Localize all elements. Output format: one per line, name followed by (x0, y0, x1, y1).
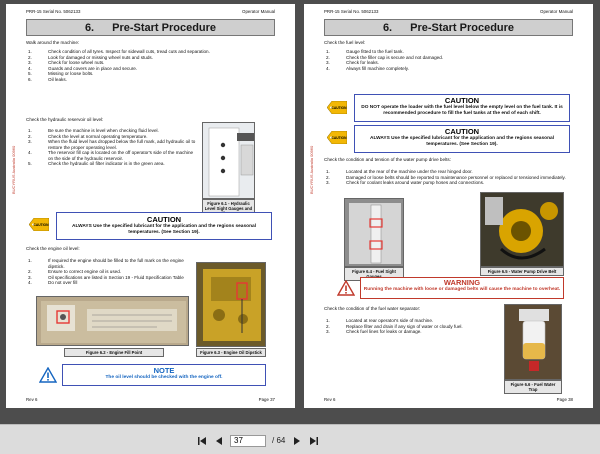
warning-title: WARNING (443, 278, 481, 287)
caution-title: CAUTION (444, 96, 480, 105)
engine-fill-photo (36, 296, 189, 346)
list-item: 4. Do not over fill (28, 280, 78, 285)
svg-text:CAUTION: CAUTION (331, 136, 347, 140)
list-item: 2. Ensure to correct engine oil is used. (28, 269, 122, 274)
fuel-water-trap-photo (504, 304, 562, 380)
walk-around-intro: Walk around the machine: (26, 40, 80, 45)
engine-dipstick-image (197, 263, 266, 347)
warning-text: Running the machine with loose or damaged belts will cause the machine to overheat. (363, 287, 561, 292)
side-watermark: BUCYRUS Australia 00960 (11, 145, 16, 194)
separator-list (324, 318, 469, 335)
page-header (26, 9, 275, 17)
page-footer (324, 397, 573, 402)
walk-around-list (26, 49, 271, 82)
section-title: Pre-Start Procedure (410, 21, 515, 34)
engine-oil-intro: Check the engine oil level: (26, 246, 80, 251)
water-pump-belt-image (481, 193, 564, 267)
caution-tag-icon (29, 218, 49, 231)
list-item: 2. Replace filter and drain if any sign of water or cloudy fuel. (326, 323, 463, 329)
first-page-icon[interactable] (196, 435, 207, 446)
list-item: 4. The reservoir fill cap is located on the off operator's side of the machine on the side of the hydraulic reservoir. (28, 150, 194, 161)
prev-page-icon[interactable] (213, 435, 224, 446)
page-footer (26, 397, 275, 402)
page-navigation-toolbar (0, 424, 600, 454)
footer-left: Rev 6 (324, 397, 336, 402)
belt-intro: Check the condition and tension of the water pump drive belts: (324, 157, 451, 162)
caution-tag-icon (327, 131, 347, 144)
note-text: The oil level should be checked with the engine off. (105, 375, 223, 380)
side-watermark: BUCYRUS Australia 00960 (309, 145, 314, 194)
section-title: Pre-Start Procedure (112, 21, 217, 34)
caution-text: DO NOT operate the loader with the fuel level below the empty level on the fuel tank. It is recommended procedure to fill the fuel tanks at the end of each shift. (361, 105, 563, 116)
current-page-input[interactable]: 37 (230, 435, 266, 447)
list-item: 5. Check the hydraulic oil filter indicator is in the green area. (28, 161, 165, 166)
page-header (324, 9, 573, 17)
list-item: 1. Check condition of all tyres. Inspect for sidewall cuts, tread cuts and separation. (28, 49, 210, 54)
header-left: PRR-15 Serial No. 5062133 (324, 9, 379, 14)
header-right: Operator Manual (242, 9, 275, 14)
list-item: 2. Look for damaged or missing wheel nuts and studs. (28, 54, 153, 60)
list-item: 5. Missing or loose bolts. (28, 71, 94, 76)
engine-dipstick-photo (196, 262, 266, 347)
list-item: 3. When the fluid level has dropped below the full mark, add hydraulic oil to restore the proper operating level. (28, 139, 196, 150)
engine-oil-list (26, 258, 191, 286)
belt-list (324, 169, 569, 186)
note-warning-icon (39, 367, 57, 383)
note-box (62, 364, 266, 386)
fuel-intro: Check the fuel level: (324, 40, 366, 45)
page-38 (304, 4, 593, 408)
figure-6-3-caption: Figure 6.3 - Engine Oil Dipstick (196, 348, 266, 357)
list-item: 6. Oil leaks. (28, 76, 67, 82)
list-item: 4. Always fill machine completely. (326, 65, 409, 71)
warning-box (360, 277, 564, 299)
list-item: 3. Check for loose wheel nuts. (28, 60, 105, 65)
section-title-bar (26, 19, 275, 36)
svg-text:CAUTION: CAUTION (331, 106, 347, 110)
caution-box-lubricant (354, 125, 570, 153)
caution-text: ALWAYS Use the specified lubricant for the application and the regions seasonal temperatures. (See Section 19). (369, 136, 554, 147)
engine-fill-image (37, 297, 189, 346)
figure-6-1-caption: Figure 6.1 - Hydraulic Level Sight Gauges and (202, 199, 255, 218)
warning-triangle-icon (337, 280, 355, 296)
caution-box (56, 212, 272, 240)
footer-right: Page 37 (258, 397, 275, 402)
fuel-list (324, 49, 569, 71)
page-nav-group (196, 434, 319, 447)
water-pump-belt-photo (480, 192, 564, 267)
total-pages: / 64 (272, 436, 286, 445)
caution-title: CAUTION (444, 127, 480, 136)
svg-text:CAUTION: CAUTION (33, 223, 49, 227)
list-item: 1. Located at rear operator's side of machine. (326, 318, 434, 323)
list-item: 1. Gauge fitted to the fuel tank. (326, 49, 404, 54)
list-item: 1. Be sure the machine is level when checking fluid level. (28, 128, 159, 133)
footer-left: Rev 6 (26, 397, 38, 402)
fuel-sight-gauge-image (345, 199, 404, 267)
hydraulic-intro: Check the hydraulic reservoir oil level: (26, 117, 104, 122)
caution-box-fuel (354, 94, 570, 122)
header-left: PRR-15 Serial No. 5062133 (26, 9, 81, 14)
list-item: 2. Check the filler cap is secure and not damaged. (326, 54, 444, 60)
list-item: 4. Guards and covers are in place and secure. (28, 65, 138, 71)
list-item: 2. Check the level at normal operating temperature. (28, 133, 148, 139)
hydraulic-gauge-image (203, 123, 255, 199)
list-item: 3. Check for leaks. (326, 60, 379, 65)
list-item: 1. Located at the rear of the machine under the rear hinged door. (326, 169, 473, 174)
page-37 (6, 4, 295, 408)
list-item: 3. Check for coolant leaks around water pump hoses and connections. (326, 180, 485, 185)
fuel-water-trap-image (505, 305, 562, 380)
caution-tag-icon (327, 101, 347, 114)
caution-title: CAUTION (146, 215, 182, 224)
last-page-icon[interactable] (308, 435, 319, 446)
list-item: 3. Check fuel lines for leaks or damage. (326, 329, 422, 334)
footer-right: Page 38 (556, 397, 573, 402)
figure-6-4-caption: Figure 6.4 - Fuel Sight (344, 267, 404, 281)
header-right: Operator Manual (540, 9, 573, 14)
note-title: NOTE (153, 366, 175, 375)
list-item: 1. If required the engine should be filled to the full mark on the engine dipstick. (28, 258, 184, 269)
hydraulic-list (26, 128, 198, 167)
list-item: 3. Oil specifications are listed in Section 19 - Fluid Specification Table (28, 274, 184, 280)
section-number: 6. (382, 21, 393, 34)
section-number: 6. (84, 21, 95, 34)
figure-6-2-caption: Figure 6.2 - Engine Fill Point (64, 348, 164, 357)
fuel-sight-gauge-photo (344, 198, 404, 267)
hydraulic-gauge-photo (202, 122, 255, 199)
list-item: 2. Damaged or loose belts should be reported to maintenance personnel or replaced or tensioned immediately. (326, 174, 566, 180)
caution-text: ALWAYS Use the specified lubricant for the application and the regions seasonal temperatures. (See Section 19). (71, 224, 256, 235)
separator-intro: Check the condition of the fuel water separator: (324, 306, 421, 311)
figure-6-6-caption: Figure 6.6 - Fuel Water Trap (504, 380, 562, 394)
figure-6-5-caption: Figure 6.5 - Water Pump Drive Belt (480, 267, 564, 276)
next-page-icon[interactable] (291, 435, 302, 446)
section-title-bar (324, 19, 573, 36)
